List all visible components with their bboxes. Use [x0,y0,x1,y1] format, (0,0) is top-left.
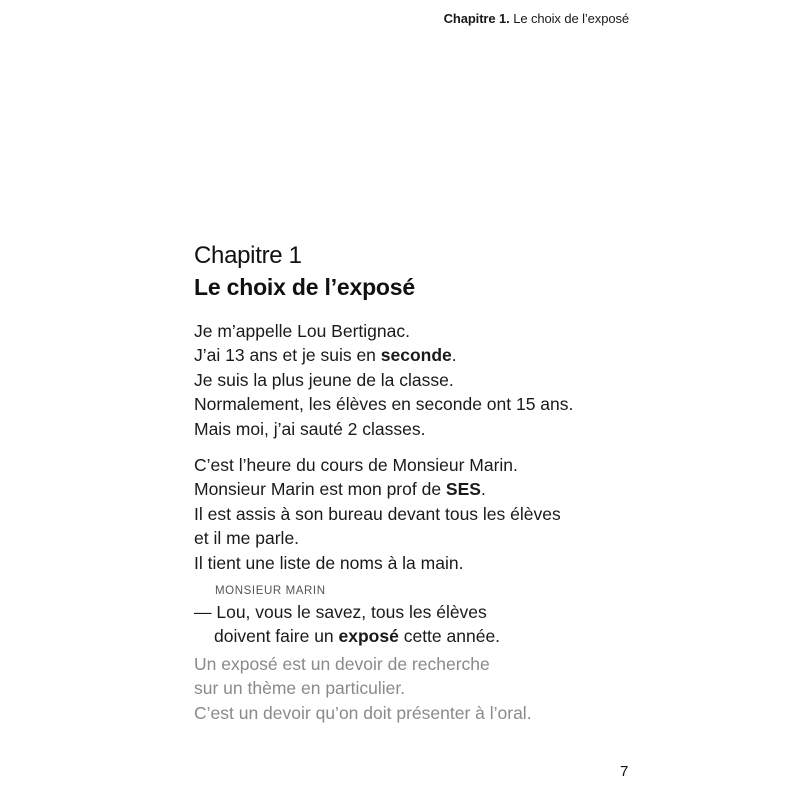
text-line [194,343,614,367]
text-line: Normalement, les élèves en seconde ont 15 ans. [194,394,574,415]
text-fragment: J’ai 13 ans et je suis en [194,345,381,366]
body-text [194,319,614,725]
text-fragment: doivent faire un [214,626,339,647]
text-line: Je m’appelle Lou Bertignac. [194,321,410,341]
text-line: C’est l’heure du cours de Monsieur Marin. [194,455,518,476]
page-number: 7 [620,763,629,780]
dialogue-line: — Lou, vous le savez, tous les élèves [194,602,487,623]
chapter-heading [194,240,415,302]
text-fragment: . [451,345,457,366]
chapter-label: Chapitre 1 [194,242,302,269]
header-chapter-title: Le choix de l’exposé [513,11,629,26]
keyword-seconde: seconde [380,345,452,366]
header-chapter-ref: Chapitre 1. [443,11,510,26]
text-fragment: . [480,479,486,500]
running-header [444,11,629,26]
chapter-title: Le choix de l’exposé [194,274,415,300]
keyword-ses: SES [445,479,481,500]
text-line: Mais moi, j’ai sauté 2 classes. [194,418,426,439]
text-fragment: cette année. [398,626,501,647]
text-line: Je suis la plus jeune de la classe. [194,369,454,390]
keyword-expose: exposé [338,626,399,647]
text-line: Il tient une liste de noms à la main. [194,552,464,573]
gloss-line: Un exposé est un devoir de recherche [194,653,490,674]
text-line: Il est assis à son bureau devant tous les élèves [194,503,561,524]
speaker-label: MONSIEUR MARIN [215,585,326,598]
text-fragment: Monsieur Marin est mon prof de [194,479,446,500]
paragraph-introduction [194,319,614,441]
dialogue-line [194,624,614,648]
definition-gloss [194,652,614,725]
text-line: et il me parle. [194,528,300,549]
gloss-line: sur un thème en particulier. [194,678,406,699]
paragraph-classroom [194,453,614,575]
text-line [194,477,614,501]
gloss-line: C’est un devoir qu’on doit présenter à l’oral. [194,702,532,723]
dialogue-block [194,600,614,649]
